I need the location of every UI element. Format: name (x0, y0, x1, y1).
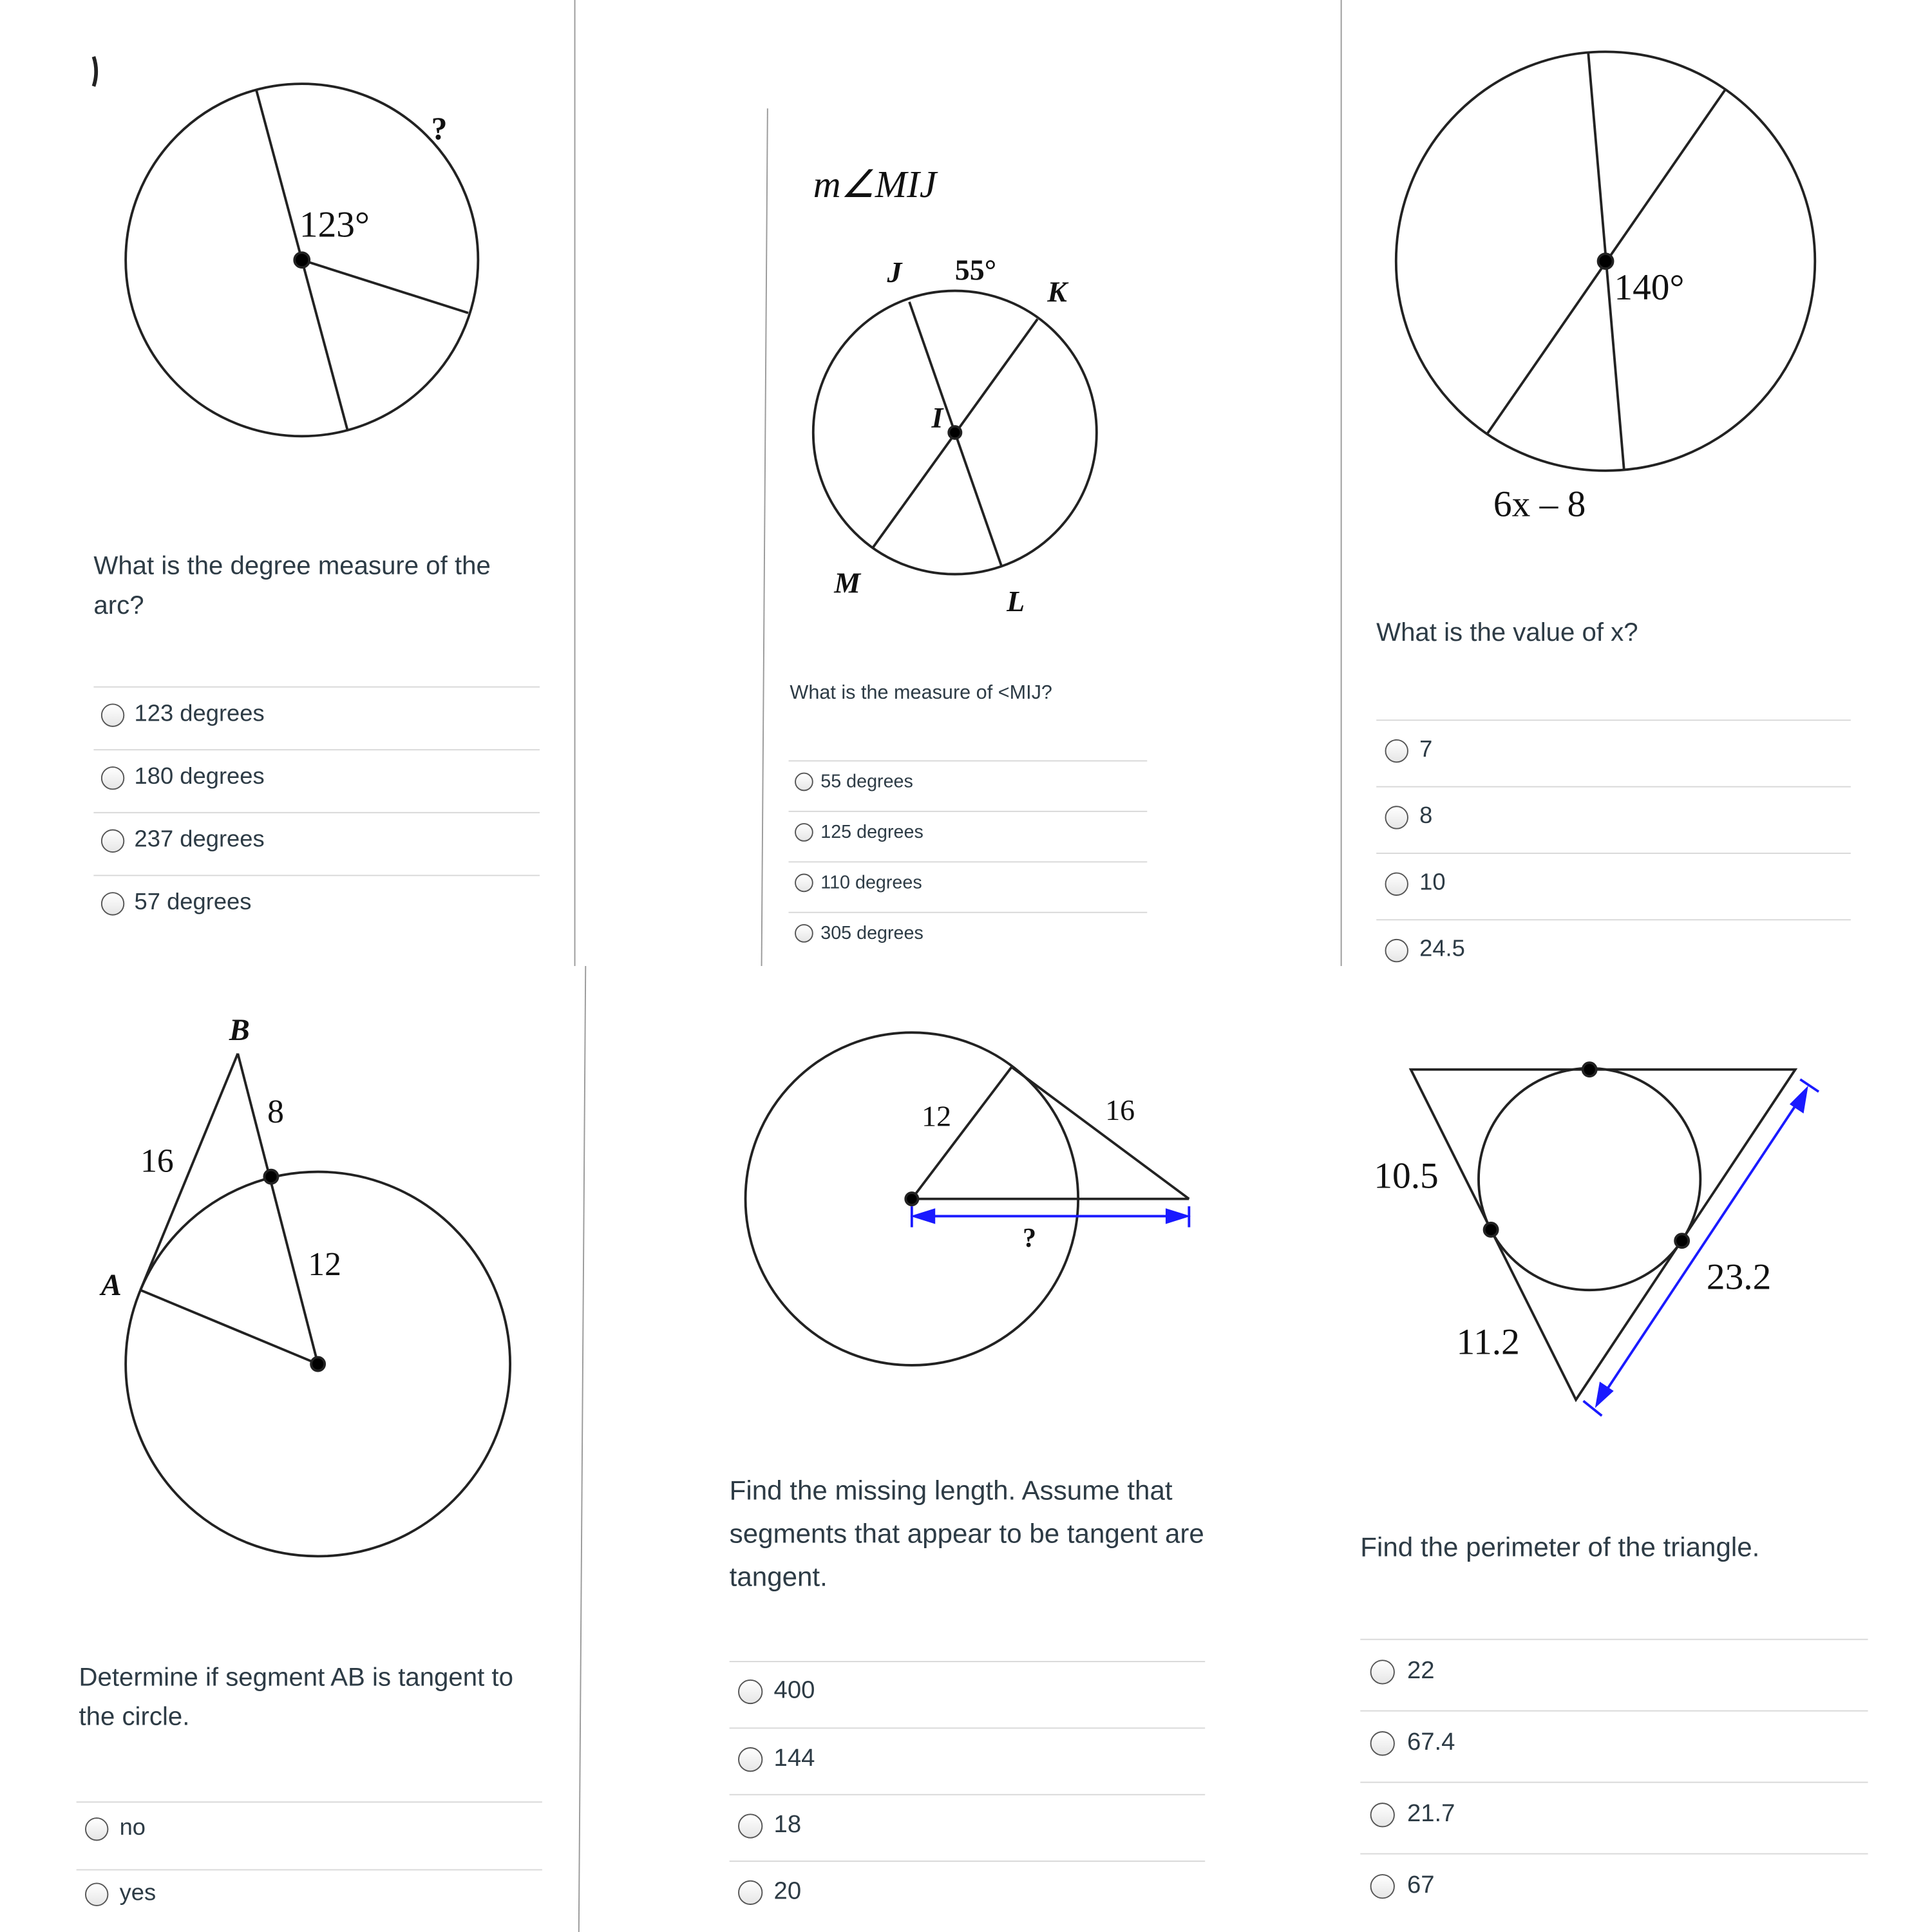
option-label: 125 degrees (820, 822, 923, 843)
answer-option[interactable] (101, 827, 265, 854)
divider (1376, 786, 1851, 788)
arc-label: 55° (954, 253, 997, 287)
option-label: 400 (773, 1677, 815, 1705)
diagram-tangent-check (126, 1054, 510, 1557)
divider (93, 687, 540, 688)
answer-option[interactable] (85, 1815, 146, 1842)
point-m-label: M (834, 566, 861, 600)
answer-option[interactable] (738, 1878, 801, 1906)
angle-label: 123° (299, 204, 370, 245)
option-label: 67 (1406, 1871, 1435, 1899)
question-prompt: Find the missing length. Assume that segments that appear to be tangent are tangent. (729, 1475, 1204, 1592)
point-l-label: L (1007, 584, 1025, 618)
answer-option[interactable] (795, 772, 913, 793)
option-label: 57 degrees (134, 889, 252, 916)
radio-button[interactable] (1370, 1802, 1395, 1826)
point-j-label: J (887, 256, 902, 289)
radio-button[interactable] (795, 823, 813, 842)
option-label: 180 degrees (134, 764, 265, 790)
divider (730, 1661, 1206, 1662)
angle-label: 140° (1614, 267, 1685, 308)
divider (77, 1801, 542, 1803)
divider (1360, 1710, 1868, 1712)
radio-button[interactable] (101, 891, 124, 914)
option-label: 22 (1406, 1657, 1435, 1685)
radius-label: 12 (922, 1099, 952, 1133)
answer-option[interactable] (101, 764, 265, 791)
option-label: 21.7 (1406, 1800, 1455, 1828)
point-k-label: K (1047, 275, 1067, 308)
point-a-label: A (100, 1267, 122, 1302)
answer-option[interactable] (795, 873, 922, 894)
question-prompt: What is the measure of <MIJ? (790, 682, 1052, 704)
option-label: 123 degrees (134, 701, 265, 727)
radio-button[interactable] (1370, 1730, 1395, 1755)
answer-option[interactable] (101, 889, 252, 916)
divider (93, 812, 540, 813)
answer-option[interactable] (101, 701, 265, 728)
divider (93, 749, 540, 750)
answer-option[interactable] (795, 822, 923, 843)
answer-option[interactable] (1370, 1800, 1455, 1828)
divider (1376, 719, 1851, 721)
segment-ab-label: 16 (140, 1142, 174, 1180)
divider (789, 912, 1148, 913)
radio-button[interactable] (101, 829, 124, 852)
option-label: 8 (1419, 803, 1433, 829)
answer-option[interactable] (738, 1745, 815, 1773)
diagram-chords-circle (813, 291, 1097, 574)
divider (1360, 1639, 1868, 1640)
answer-option[interactable] (1385, 803, 1433, 830)
radio-button[interactable] (738, 1747, 762, 1771)
option-label: 7 (1419, 737, 1433, 763)
divider (93, 875, 540, 876)
tangent-label: 16 (1105, 1094, 1135, 1127)
option-label: 18 (773, 1811, 802, 1839)
radio-button[interactable] (1385, 805, 1408, 828)
bottom-segment-label: 11.2 (1456, 1321, 1520, 1363)
left-segment-label: 10.5 (1374, 1155, 1439, 1197)
radio-button[interactable] (1370, 1659, 1395, 1683)
divider (1376, 853, 1851, 854)
diagram-arc-circle (93, 57, 478, 436)
radio-button[interactable] (101, 766, 124, 789)
question-prompt: What is the value of x? (1376, 618, 1638, 647)
divider (789, 861, 1148, 862)
radio-button[interactable] (85, 1882, 108, 1906)
option-label: no (119, 1815, 146, 1841)
answer-option[interactable] (1370, 1871, 1435, 1900)
radio-button[interactable] (738, 1813, 762, 1837)
point-i-label: I (931, 401, 943, 434)
unknown-label: ? (1023, 1223, 1037, 1254)
option-label: 237 degrees (134, 826, 265, 853)
divider (789, 811, 1148, 812)
radio-button[interactable] (738, 1679, 762, 1703)
divider (1360, 1782, 1868, 1783)
answer-option[interactable] (1385, 936, 1465, 963)
option-label: 20 (773, 1877, 802, 1905)
answer-option[interactable] (1370, 1728, 1455, 1757)
answer-option[interactable] (738, 1677, 815, 1705)
answer-option[interactable] (795, 923, 923, 944)
divider (730, 1794, 1206, 1795)
diagram-title: m∠MIJ (813, 163, 937, 206)
option-label: 10 (1419, 869, 1446, 896)
option-label: 110 degrees (820, 872, 922, 894)
divider (1376, 919, 1851, 920)
divider (730, 1861, 1206, 1862)
diagram-tangent-length (746, 1032, 1189, 1365)
arc-expression: 6x – 8 (1493, 484, 1586, 525)
radio-button[interactable] (1385, 938, 1408, 961)
question-prompt: What is the degree measure of the arc? (93, 552, 491, 620)
option-label: yes (119, 1880, 156, 1906)
radio-button[interactable] (101, 703, 124, 726)
radio-button[interactable] (1385, 872, 1408, 895)
question-prompt: Find the perimeter of the triangle. (1360, 1531, 1760, 1563)
divider (730, 1727, 1206, 1728)
measure-arrow (912, 1206, 1189, 1227)
radio-button[interactable] (795, 773, 813, 791)
option-label: 24.5 (1419, 936, 1465, 963)
unknown-arc-label: ? (431, 111, 448, 147)
center-point (294, 252, 309, 267)
option-label: 144 (773, 1745, 815, 1772)
radius-label: 12 (308, 1246, 341, 1283)
answer-option[interactable] (85, 1880, 156, 1908)
radio-button[interactable] (738, 1880, 762, 1904)
answer-option[interactable] (1385, 737, 1433, 764)
answer-option[interactable] (738, 1812, 801, 1840)
radio-button[interactable] (795, 874, 813, 893)
radio-button[interactable] (85, 1817, 108, 1840)
option-label: 67.4 (1406, 1728, 1455, 1756)
diagram-diameters-circle (1396, 52, 1815, 471)
segment-b-label: 8 (267, 1094, 285, 1131)
option-label: 55 degrees (820, 771, 913, 793)
question-prompt: Determine if segment AB is tangent to the circle. (79, 1663, 513, 1732)
divider (789, 761, 1148, 762)
answer-option[interactable] (1385, 870, 1446, 897)
radio-button[interactable] (1385, 739, 1408, 762)
radio-button[interactable] (795, 924, 813, 943)
option-label: 305 degrees (820, 923, 923, 944)
radio-button[interactable] (1370, 1873, 1395, 1898)
divider (1360, 1853, 1868, 1855)
measure-arrow (1584, 1079, 1819, 1416)
point-b-label: B (229, 1012, 250, 1047)
divider (77, 1869, 542, 1870)
right-side-label: 23.2 (1706, 1256, 1772, 1298)
answer-option[interactable] (1370, 1657, 1435, 1685)
